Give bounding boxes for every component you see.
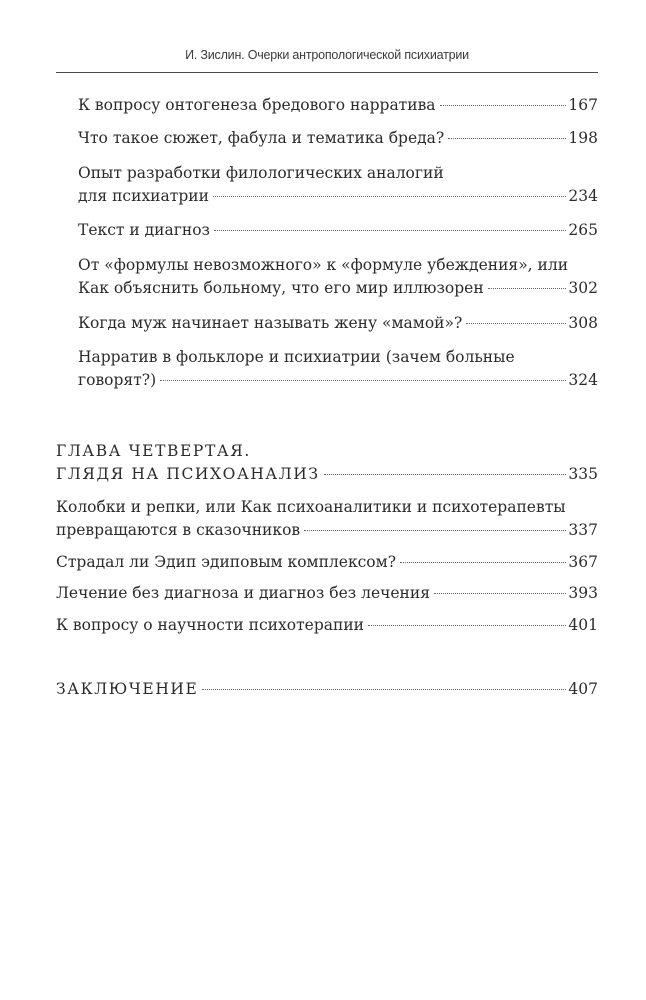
toc-entry-line [78, 369, 598, 392]
toc-page-number: 308 [568, 314, 598, 332]
toc-entry [78, 312, 598, 335]
toc-entry-title: К вопросу о научности психотерапии [56, 616, 364, 634]
toc-chapter-label: ГЛАВА ЧЕТВЕРТАЯ. [56, 442, 251, 460]
toc-entry-line [78, 185, 598, 208]
toc-page-number: 337 [568, 521, 598, 539]
toc-page-number: 407 [568, 680, 598, 698]
toc-chapter-title: ЗАКЛЮЧЕНИЕ [56, 680, 199, 698]
toc-entry-line [78, 312, 598, 335]
toc-entry-title-line1: Опыт разработки филологических аналогий [78, 164, 444, 182]
dot-leader [434, 593, 566, 594]
toc-entry-title-line1: Нарратив в фольклоре и психиатрии (зачем больные [78, 348, 515, 366]
toc-entry [56, 614, 598, 637]
dot-leader [400, 562, 566, 563]
toc-entry [78, 94, 598, 117]
toc-entry-title: превращаются в сказочников [56, 521, 301, 539]
dot-leader [324, 474, 567, 475]
toc-entry [78, 127, 598, 150]
toc-page-number: 234 [568, 187, 598, 205]
toc-entry-title-line1: Колобки и репки, или Как психоаналитики и психотерапевты [56, 498, 566, 516]
toc-chapter-entry [56, 440, 598, 486]
toc-chapter-entry [56, 678, 598, 701]
toc-entry-title: Что такое сюжет, фабула и тематика бреда? [78, 129, 445, 147]
toc-entry-line [56, 519, 598, 542]
dot-leader [304, 530, 566, 531]
toc-entry-line [56, 614, 598, 637]
toc-page-number: 393 [568, 584, 598, 602]
toc-chapter-title: ГЛЯДЯ НА ПСИХОАНАЛИЗ [56, 465, 320, 483]
toc-entry-line [78, 94, 598, 117]
toc-entry-line [56, 551, 598, 574]
toc-entry-line [56, 582, 598, 605]
dot-leader [202, 689, 566, 690]
dot-leader [213, 196, 566, 197]
toc-entry [56, 496, 598, 542]
toc-entry [78, 346, 598, 392]
toc-entry [56, 582, 598, 605]
toc-page-number: 167 [568, 96, 598, 114]
dot-leader [160, 380, 566, 381]
toc-entry-title-line1: От «формулы невозможного» к «формуле убеждения», или [78, 256, 569, 274]
toc-page-number: 335 [568, 465, 598, 483]
toc-page-number: 198 [568, 129, 598, 147]
toc-entry-title: для психиатрии [78, 187, 209, 205]
toc-entry-line [78, 127, 598, 150]
toc-page-number: 367 [568, 553, 598, 571]
toc-page-number: 324 [568, 371, 598, 389]
toc-entry [78, 219, 598, 242]
toc-entry-line [78, 277, 598, 300]
toc-page-number: 265 [568, 221, 598, 239]
dot-leader [214, 230, 566, 231]
toc-entry-title: Текст и диагноз [78, 221, 210, 239]
toc-entry-title: Как объяснить больному, что его мир иллюзорен [78, 279, 484, 297]
running-head: И. Зислин. Очерки антропологической психиатрии [185, 48, 469, 62]
dot-leader [488, 288, 567, 289]
toc-entry-line [78, 219, 598, 242]
toc-entry [78, 254, 598, 300]
toc-entry-title: К вопросу онтогенеза бредового нарратива [78, 96, 436, 114]
toc-page-number: 401 [568, 616, 598, 634]
dot-leader [368, 625, 566, 626]
toc-entry-title: говорят?) [78, 371, 157, 389]
toc-entry [56, 551, 598, 574]
toc-page-number: 302 [568, 279, 598, 297]
toc-entry-line [56, 463, 598, 486]
dot-leader [466, 323, 566, 324]
dot-leader [440, 105, 567, 106]
toc-entry-title: Страдал ли Эдип эдиповым комплексом? [56, 553, 397, 571]
dot-leader [448, 138, 566, 139]
toc-entry [78, 162, 598, 208]
toc-entry-title: Когда муж начинает называть жену «мамой»? [78, 314, 463, 332]
toc-entry-line [56, 678, 598, 701]
toc-entry-title: Лечение без диагноза и диагноз без лечения [56, 584, 430, 602]
